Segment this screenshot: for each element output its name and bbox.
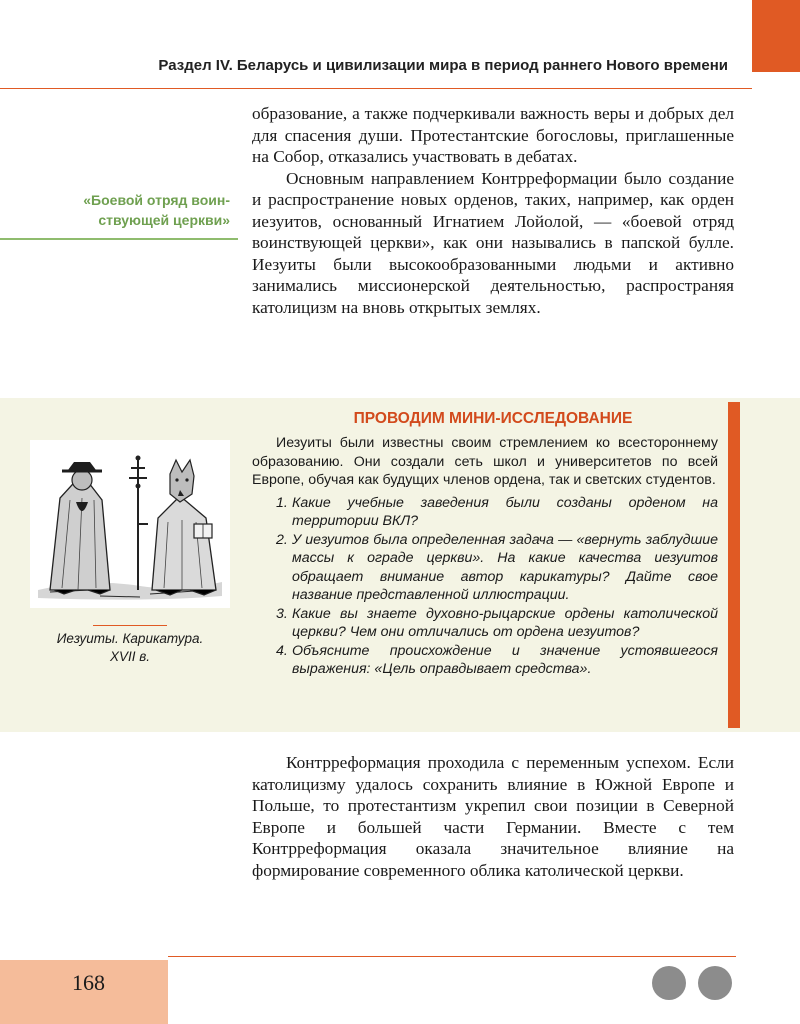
margin-note-line-2: ствующей церкви» (98, 212, 230, 228)
question-number: 1. (276, 494, 288, 511)
paragraph-counter-reformation-orders: Основным направлением Контрреформации было создание и распространение новых орденов, таких, например, как орден иезуитов, основанный Игнатием Лойолой, — «боевой отряд воинствующей церкви», как они назывались в папской булле. Иезуиты были высокообразованными людьми и активно занимались миссионерской деятельностью, распространяя католицизм на вновь открытых землях. (252, 168, 734, 317)
question-number: 4. (276, 642, 288, 659)
jesuit-caricature-illustration (30, 440, 230, 608)
footer-divider (168, 956, 736, 957)
footer-dot-right (698, 966, 732, 1000)
research-box-title: ПРОВОДИМ МИНИ-ИССЛЕДОВАНИЕ (353, 410, 633, 427)
question-text: У иезуитов была определенная задача — «вернуть заблудшие массы к ограде церкви». На какие качества иезуитов обращает внимание автор карикатуры? Дайте свое название представленной иллюстрации. (292, 531, 718, 603)
caption-divider (93, 625, 167, 626)
page-number: 168 (72, 970, 105, 995)
question-item (252, 494, 718, 531)
question-item (252, 605, 718, 642)
figure-caption-line-2: XVII в. (109, 649, 151, 664)
margin-note-underline (0, 238, 238, 240)
margin-note (40, 190, 230, 230)
main-text-bottom (252, 752, 734, 881)
question-item (252, 642, 718, 679)
question-text: Какие учебные заведения были созданы орденом на территории ВКЛ? (292, 494, 718, 529)
question-text: Объясните происхождение и значение устоявшегося выражения: «Цель оправдывает средства». (292, 642, 718, 677)
margin-note-line-1: «Боевой отряд воин- (83, 192, 230, 208)
question-number: 2. (276, 531, 288, 548)
header-accent-block (752, 0, 800, 72)
research-box-body (252, 434, 718, 679)
jesuit-caricature-image (30, 440, 230, 608)
question-text: Какие вы знаете духовно-рыцарские ордены католической церкви? Чем они отличались от ордена иезуитов? (292, 605, 718, 640)
figure-caption-line-1: Иезуиты. Карикатура. (56, 631, 204, 646)
research-box-intro: Иезуиты были известны своим стремлением ко всестороннему образованию. Они создали сеть школ и университетов по всей Европе, обучая как будущих членов ордена, так и светских студентов. (252, 435, 718, 488)
research-box-accent-bar (728, 402, 740, 728)
question-item (252, 531, 718, 605)
paragraph-education: образование, а также подчеркивали важность веры и добрых дел для спасения души. Протестантские богословы, приглашенные на Собор, отказались участвовать в дебатах. (252, 104, 734, 166)
figure-caption (30, 630, 230, 666)
question-number: 3. (276, 605, 288, 622)
header-divider (0, 88, 752, 89)
paragraph-counter-reformation-results: Контрреформация проходила с переменным успехом. Если католицизму удалось сохранить влияние в Южной Европе и Польше, то протестантизм укрепил свои позиции в Северной Европе и большей части Германии. Вместе с тем Контрреформация оказала значительное влияние на формирование современного облика католической церкви. (252, 753, 734, 880)
main-text-top (252, 103, 734, 318)
footer-dot-left (652, 966, 686, 1000)
question-list (252, 494, 718, 679)
section-header-title: Раздел IV. Беларусь и цивилизации мира в период раннего Нового времени (158, 57, 728, 74)
